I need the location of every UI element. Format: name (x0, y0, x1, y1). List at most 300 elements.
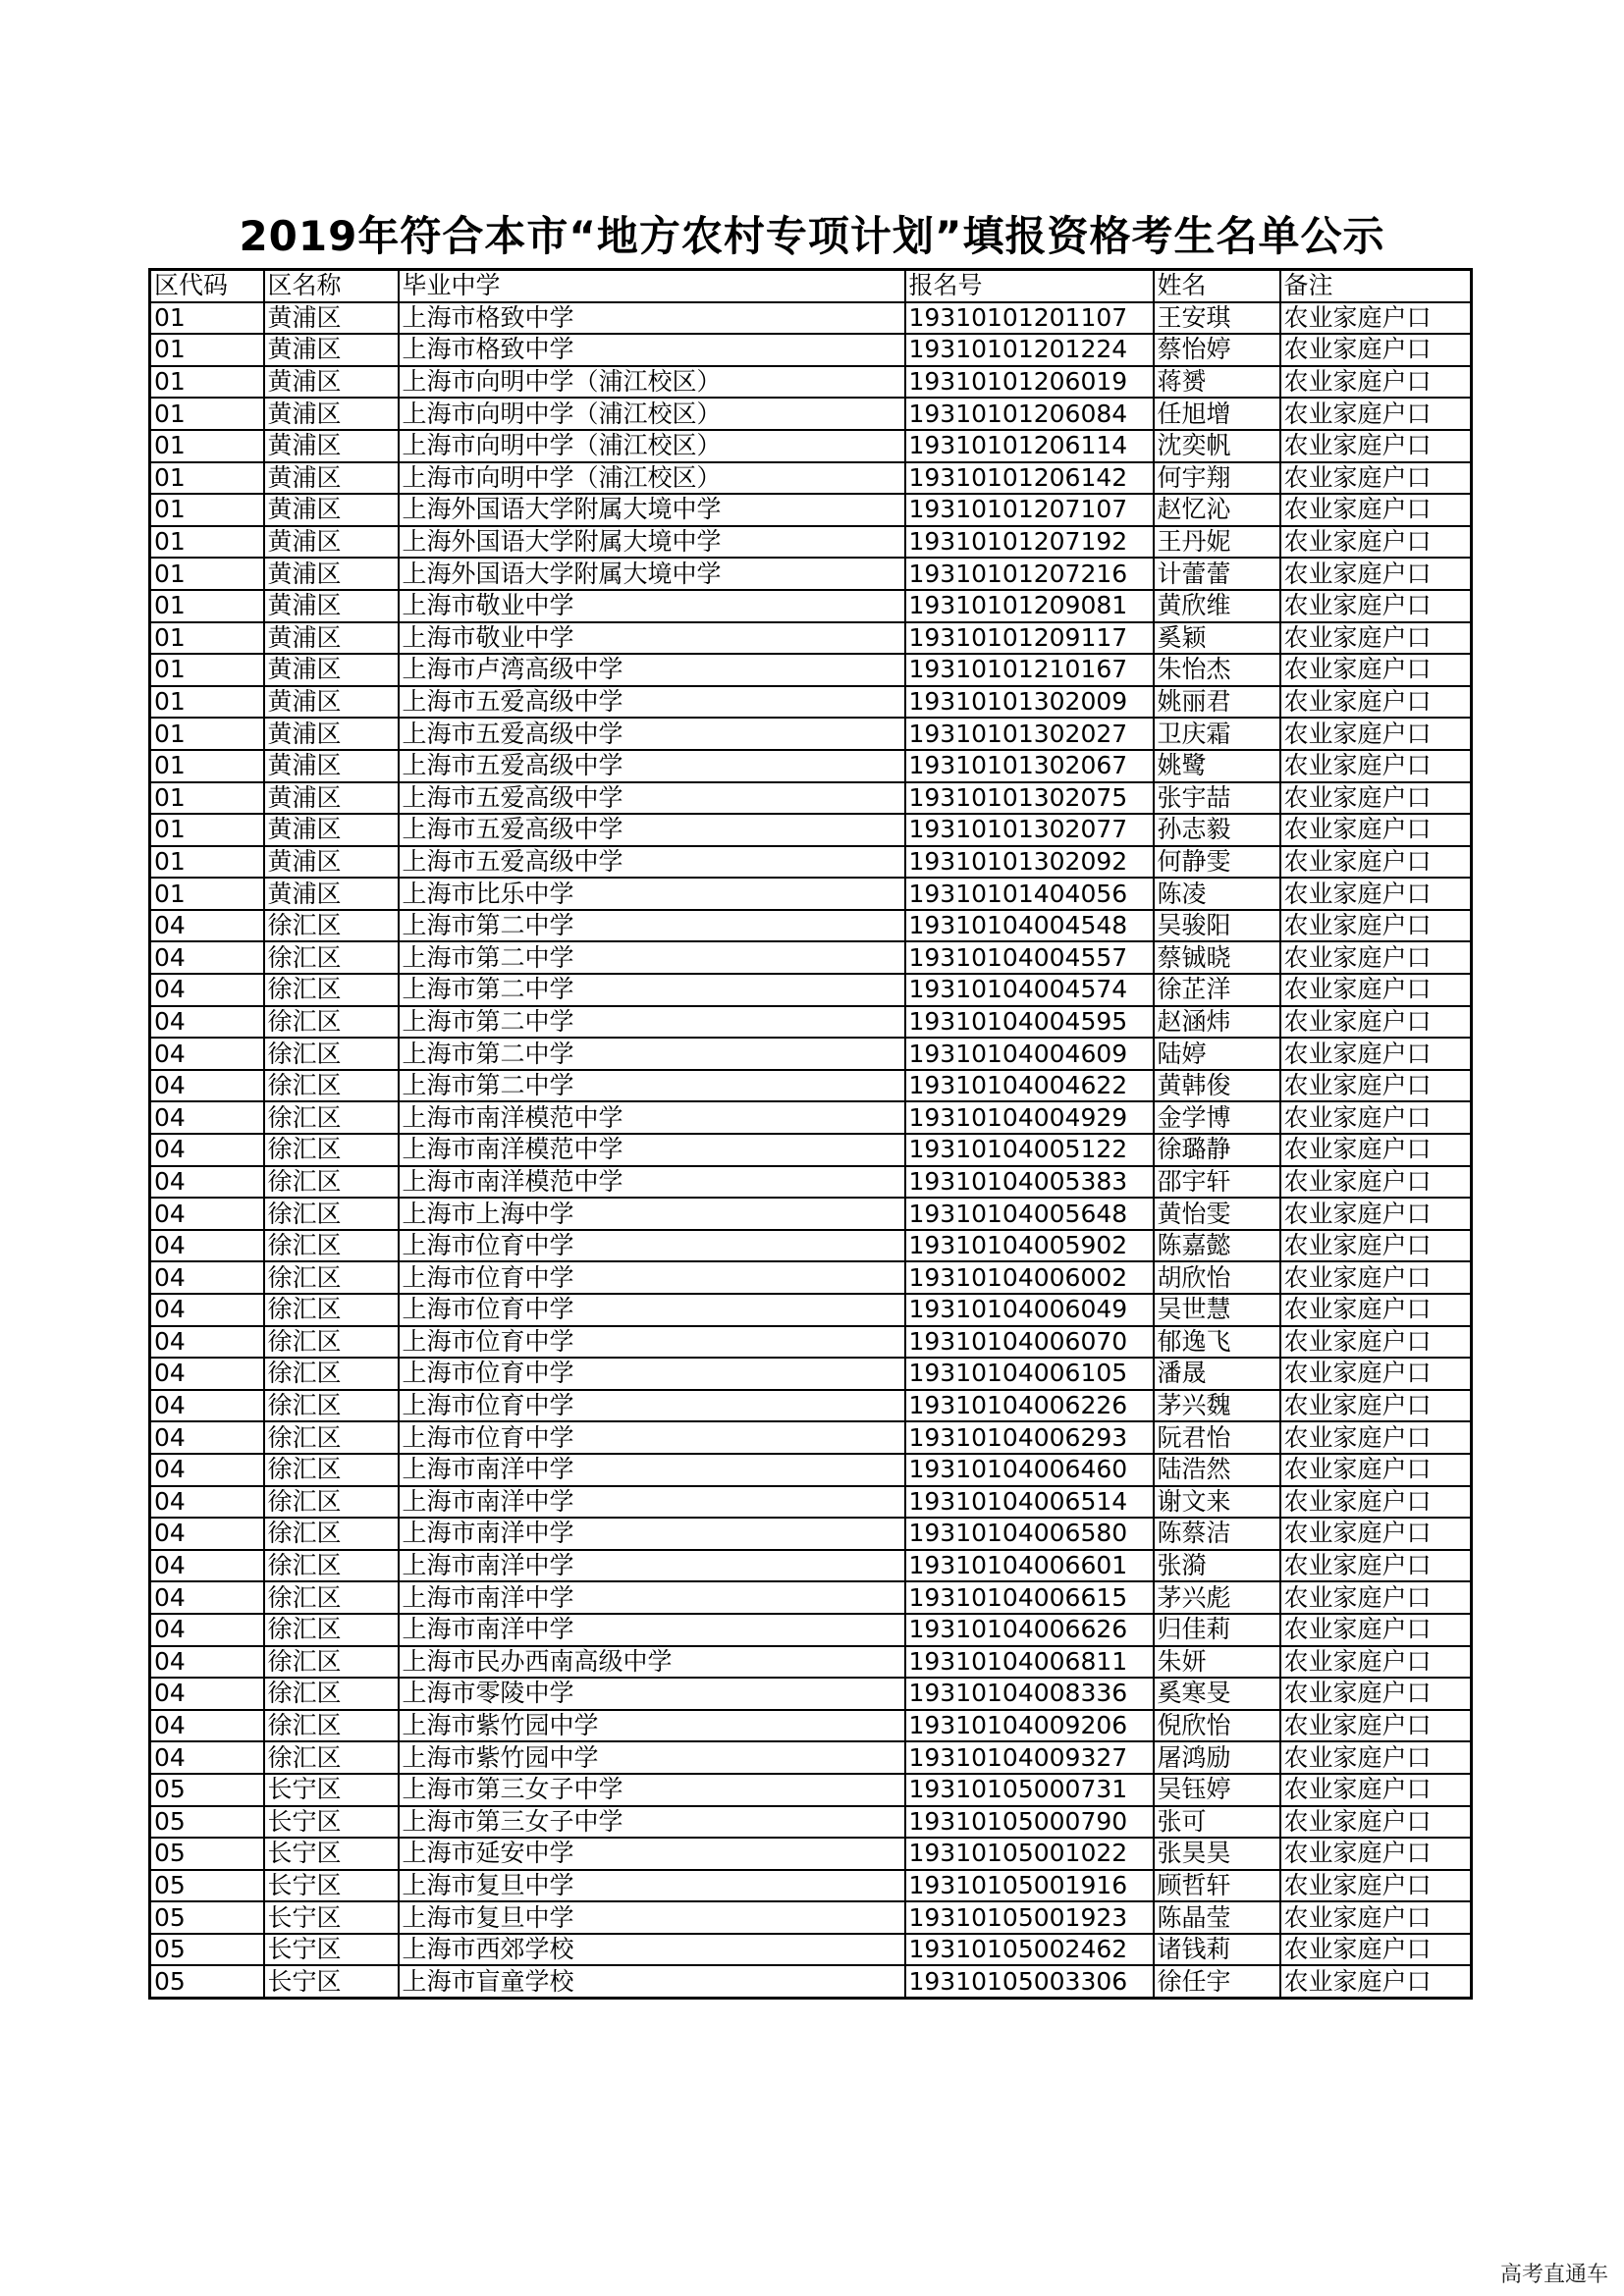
school-cell: 上海市第二中学 (399, 941, 905, 974)
registration-number-cell: 19310105001923 (905, 1901, 1154, 1934)
district-name-cell: 黄浦区 (264, 398, 399, 430)
table-row (150, 462, 1472, 495)
district-name-cell: 黄浦区 (264, 302, 399, 335)
registration-number-cell: 19310105000790 (905, 1806, 1154, 1839)
school-cell: 上海市第二中学 (399, 1038, 905, 1070)
remark-cell: 农业家庭户口 (1280, 1774, 1472, 1806)
district-code-cell: 01 (150, 302, 264, 335)
table-row (150, 1390, 1472, 1422)
registration-number-cell: 19310101302009 (905, 686, 1154, 719)
remark-cell: 农业家庭户口 (1280, 1518, 1472, 1550)
table-row (150, 1550, 1472, 1582)
district-name-cell: 徐汇区 (264, 1678, 399, 1710)
school-cell: 上海市南洋中学 (399, 1454, 905, 1486)
table-row (150, 1741, 1472, 1774)
school-cell: 上海市格致中学 (399, 334, 905, 366)
remark-cell: 农业家庭户口 (1280, 718, 1472, 750)
district-name-cell: 黄浦区 (264, 430, 399, 462)
remark-cell: 农业家庭户口 (1280, 1838, 1472, 1870)
table-row (150, 1261, 1472, 1294)
registration-number-cell: 19310104004595 (905, 1006, 1154, 1039)
name-cell: 徐任宇 (1154, 1965, 1280, 1998)
district-name-cell: 黄浦区 (264, 878, 399, 910)
table-row (150, 878, 1472, 910)
school-cell: 上海外国语大学附属大境中学 (399, 558, 905, 590)
name-cell: 陆婷 (1154, 1038, 1280, 1070)
name-cell: 茅兴彪 (1154, 1581, 1280, 1614)
school-cell: 上海市五爱高级中学 (399, 718, 905, 750)
table-row (150, 494, 1472, 526)
name-cell: 茅兴魏 (1154, 1390, 1280, 1422)
name-cell: 何宇翔 (1154, 462, 1280, 495)
district-name-cell: 徐汇区 (264, 1646, 399, 1679)
name-cell: 郁逸飞 (1154, 1326, 1280, 1359)
remark-cell: 农业家庭户口 (1280, 782, 1472, 815)
name-cell: 张可 (1154, 1806, 1280, 1839)
district-name-cell: 黄浦区 (264, 622, 399, 655)
watermark-text: 高考直通车 (1499, 2263, 1608, 2287)
school-cell: 上海市第三女子中学 (399, 1806, 905, 1839)
remark-cell: 农业家庭户口 (1280, 334, 1472, 366)
table-row (150, 558, 1472, 590)
registration-number-cell: 19310104006601 (905, 1550, 1154, 1582)
table-row (150, 1166, 1472, 1199)
name-cell: 倪欣怡 (1154, 1710, 1280, 1742)
remark-cell: 农业家庭户口 (1280, 1038, 1472, 1070)
name-cell: 吴钰婷 (1154, 1774, 1280, 1806)
table-row (150, 654, 1472, 686)
district-code-cell: 01 (150, 558, 264, 590)
remark-cell: 农业家庭户口 (1280, 1646, 1472, 1679)
remark-cell: 农业家庭户口 (1280, 462, 1472, 495)
name-cell: 陆浩然 (1154, 1454, 1280, 1486)
district-code-cell: 01 (150, 654, 264, 686)
registration-number-cell: 19310104004929 (905, 1101, 1154, 1134)
district-name-cell: 长宁区 (264, 1965, 399, 1998)
name-cell: 蒋赟 (1154, 366, 1280, 399)
remark-cell: 农业家庭户口 (1280, 1261, 1472, 1294)
registration-number-cell: 19310104006811 (905, 1646, 1154, 1679)
table-row (150, 910, 1472, 942)
remark-cell: 农业家庭户口 (1280, 1294, 1472, 1326)
table-row (150, 1070, 1472, 1102)
name-cell: 任旭增 (1154, 398, 1280, 430)
remark-cell: 农业家庭户口 (1280, 590, 1472, 622)
district-name-cell: 黄浦区 (264, 654, 399, 686)
district-code-cell: 05 (150, 1838, 264, 1870)
school-cell: 上海外国语大学附属大境中学 (399, 526, 905, 559)
school-cell: 上海市五爱高级中学 (399, 782, 905, 815)
name-cell: 黄韩俊 (1154, 1070, 1280, 1102)
district-name-cell: 黄浦区 (264, 366, 399, 399)
school-cell: 上海市西郊学校 (399, 1934, 905, 1966)
name-cell: 奚寒旻 (1154, 1678, 1280, 1710)
remark-cell: 农业家庭户口 (1280, 1101, 1472, 1134)
name-cell: 胡欣怡 (1154, 1261, 1280, 1294)
school-cell: 上海市复旦中学 (399, 1870, 905, 1902)
registration-number-cell: 19310101210167 (905, 654, 1154, 686)
district-code-cell: 04 (150, 1678, 264, 1710)
district-code-cell: 04 (150, 1741, 264, 1774)
district-name-cell: 黄浦区 (264, 750, 399, 782)
name-cell: 赵涵炜 (1154, 1006, 1280, 1039)
district-name-cell: 长宁区 (264, 1774, 399, 1806)
remark-cell: 农业家庭户口 (1280, 430, 1472, 462)
table-row (150, 1326, 1472, 1359)
district-code-cell: 01 (150, 462, 264, 495)
registration-number-cell: 19310105001916 (905, 1870, 1154, 1902)
district-name-cell: 徐汇区 (264, 1421, 399, 1454)
registration-number-cell: 19310101207192 (905, 526, 1154, 559)
table-row (150, 1230, 1472, 1262)
remark-cell: 农业家庭户口 (1280, 1614, 1472, 1646)
school-cell: 上海市位育中学 (399, 1421, 905, 1454)
registration-number-cell: 19310105002462 (905, 1934, 1154, 1966)
district-code-cell: 01 (150, 622, 264, 655)
district-code-cell: 04 (150, 1038, 264, 1070)
district-code-cell: 01 (150, 494, 264, 526)
name-cell: 赵忆沁 (1154, 494, 1280, 526)
name-cell: 阮君怡 (1154, 1421, 1280, 1454)
district-name-cell: 徐汇区 (264, 974, 399, 1006)
name-cell: 金学博 (1154, 1101, 1280, 1134)
district-code-cell: 04 (150, 1454, 264, 1486)
header-registration-number: 报名号 (905, 270, 1154, 302)
table-row (150, 1358, 1472, 1390)
district-name-cell: 徐汇区 (264, 1294, 399, 1326)
name-cell: 陈嘉懿 (1154, 1230, 1280, 1262)
district-name-cell: 长宁区 (264, 1806, 399, 1839)
school-cell: 上海市向明中学（浦江校区） (399, 430, 905, 462)
district-name-cell: 徐汇区 (264, 1741, 399, 1774)
district-name-cell: 黄浦区 (264, 558, 399, 590)
remark-cell: 农业家庭户口 (1280, 526, 1472, 559)
school-cell: 上海市向明中学（浦江校区） (399, 366, 905, 399)
district-code-cell: 01 (150, 782, 264, 815)
district-code-cell: 04 (150, 1070, 264, 1102)
name-cell: 吴骏阳 (1154, 910, 1280, 942)
district-name-cell: 徐汇区 (264, 1006, 399, 1039)
registration-number-cell: 19310104006002 (905, 1261, 1154, 1294)
district-name-cell: 徐汇区 (264, 1038, 399, 1070)
table-row (150, 1038, 1472, 1070)
school-cell: 上海市五爱高级中学 (399, 846, 905, 879)
district-name-cell: 徐汇区 (264, 1390, 399, 1422)
table-header-row (150, 270, 1472, 302)
table-row (150, 1614, 1472, 1646)
remark-cell: 农业家庭户口 (1280, 1806, 1472, 1839)
name-cell: 徐璐静 (1154, 1134, 1280, 1166)
table-row (150, 1806, 1472, 1839)
remark-cell: 农业家庭户口 (1280, 558, 1472, 590)
remark-cell: 农业家庭户口 (1280, 750, 1472, 782)
table-row (150, 1678, 1472, 1710)
school-cell: 上海市复旦中学 (399, 1901, 905, 1934)
district-code-cell: 01 (150, 878, 264, 910)
district-code-cell: 04 (150, 1134, 264, 1166)
district-name-cell: 徐汇区 (264, 1486, 399, 1519)
district-name-cell: 徐汇区 (264, 1070, 399, 1102)
district-code-cell: 04 (150, 1518, 264, 1550)
district-code-cell: 05 (150, 1934, 264, 1966)
registration-number-cell: 19310101207216 (905, 558, 1154, 590)
school-cell: 上海市第二中学 (399, 910, 905, 942)
district-name-cell: 长宁区 (264, 1934, 399, 1966)
district-name-cell: 黄浦区 (264, 846, 399, 879)
district-code-cell: 05 (150, 1965, 264, 1998)
remark-cell: 农业家庭户口 (1280, 1166, 1472, 1199)
registration-number-cell: 19310104006514 (905, 1486, 1154, 1519)
district-code-cell: 01 (150, 846, 264, 879)
district-name-cell: 徐汇区 (264, 941, 399, 974)
district-name-cell: 黄浦区 (264, 718, 399, 750)
registration-number-cell: 19310104004574 (905, 974, 1154, 1006)
name-cell: 孙志毅 (1154, 814, 1280, 846)
name-cell: 姚鹭 (1154, 750, 1280, 782)
header-name: 姓名 (1154, 270, 1280, 302)
remark-cell: 农业家庭户口 (1280, 1198, 1472, 1230)
school-cell: 上海市位育中学 (399, 1326, 905, 1359)
district-name-cell: 黄浦区 (264, 334, 399, 366)
remark-cell: 农业家庭户口 (1280, 878, 1472, 910)
table-row (150, 1774, 1472, 1806)
school-cell: 上海市第三女子中学 (399, 1774, 905, 1806)
district-code-cell: 01 (150, 718, 264, 750)
registration-number-cell: 19310104005902 (905, 1230, 1154, 1262)
district-code-cell: 04 (150, 1710, 264, 1742)
school-cell: 上海市盲童学校 (399, 1965, 905, 1998)
district-code-cell: 04 (150, 1421, 264, 1454)
registration-number-cell: 19310104004548 (905, 910, 1154, 942)
name-cell: 邵宇轩 (1154, 1166, 1280, 1199)
remark-cell: 农业家庭户口 (1280, 398, 1472, 430)
table-row (150, 1294, 1472, 1326)
registration-number-cell: 19310101201107 (905, 302, 1154, 335)
district-name-cell: 徐汇区 (264, 1166, 399, 1199)
remark-cell: 农业家庭户口 (1280, 1581, 1472, 1614)
school-cell: 上海市上海中学 (399, 1198, 905, 1230)
table-row (150, 1901, 1472, 1934)
table-row (150, 974, 1472, 1006)
school-cell: 上海市零陵中学 (399, 1678, 905, 1710)
district-code-cell: 04 (150, 910, 264, 942)
table-row (150, 1486, 1472, 1519)
school-cell: 上海外国语大学附属大境中学 (399, 494, 905, 526)
table-row (150, 750, 1472, 782)
remark-cell: 农业家庭户口 (1280, 1901, 1472, 1934)
registration-number-cell: 19310101302067 (905, 750, 1154, 782)
district-name-cell: 长宁区 (264, 1870, 399, 1902)
district-code-cell: 01 (150, 686, 264, 719)
district-code-cell: 04 (150, 1294, 264, 1326)
registration-number-cell: 19310104006460 (905, 1454, 1154, 1486)
remark-cell: 农业家庭户口 (1280, 494, 1472, 526)
district-code-cell: 04 (150, 974, 264, 1006)
header-school: 毕业中学 (399, 270, 905, 302)
remark-cell: 农业家庭户口 (1280, 814, 1472, 846)
remark-cell: 农业家庭户口 (1280, 1230, 1472, 1262)
registration-number-cell: 19310101302075 (905, 782, 1154, 815)
registration-number-cell: 19310104009206 (905, 1710, 1154, 1742)
remark-cell: 农业家庭户口 (1280, 1486, 1472, 1519)
district-name-cell: 徐汇区 (264, 1358, 399, 1390)
remark-cell: 农业家庭户口 (1280, 1870, 1472, 1902)
registration-number-cell: 19310101207107 (905, 494, 1154, 526)
school-cell: 上海市南洋中学 (399, 1518, 905, 1550)
table-row (150, 1934, 1472, 1966)
district-code-cell: 05 (150, 1774, 264, 1806)
school-cell: 上海市格致中学 (399, 302, 905, 335)
name-cell: 陈凌 (1154, 878, 1280, 910)
school-cell: 上海市比乐中学 (399, 878, 905, 910)
name-cell: 归佳莉 (1154, 1614, 1280, 1646)
remark-cell: 农业家庭户口 (1280, 366, 1472, 399)
remark-cell: 农业家庭户口 (1280, 974, 1472, 1006)
table-row (150, 622, 1472, 655)
remark-cell: 农业家庭户口 (1280, 1741, 1472, 1774)
registration-number-cell: 19310104006226 (905, 1390, 1154, 1422)
name-cell: 朱怡杰 (1154, 654, 1280, 686)
school-cell: 上海市第二中学 (399, 1070, 905, 1102)
name-cell: 张宇喆 (1154, 782, 1280, 815)
name-cell: 姚丽君 (1154, 686, 1280, 719)
registration-number-cell: 19310101404056 (905, 878, 1154, 910)
district-name-cell: 徐汇区 (264, 1518, 399, 1550)
district-code-cell: 04 (150, 1166, 264, 1199)
school-cell: 上海市南洋模范中学 (399, 1134, 905, 1166)
registration-number-cell: 19310104004609 (905, 1038, 1154, 1070)
district-name-cell: 徐汇区 (264, 1454, 399, 1486)
school-cell: 上海市第二中学 (399, 1006, 905, 1039)
remark-cell: 农业家庭户口 (1280, 302, 1472, 335)
district-code-cell: 04 (150, 941, 264, 974)
district-name-cell: 徐汇区 (264, 1261, 399, 1294)
name-cell: 诸钱莉 (1154, 1934, 1280, 1966)
table-row (150, 1965, 1472, 1998)
school-cell: 上海市敬业中学 (399, 622, 905, 655)
registration-number-cell: 19310101206019 (905, 366, 1154, 399)
district-code-cell: 01 (150, 334, 264, 366)
district-name-cell: 徐汇区 (264, 1550, 399, 1582)
table-row (150, 1006, 1472, 1039)
school-cell: 上海市位育中学 (399, 1261, 905, 1294)
district-code-cell: 04 (150, 1614, 264, 1646)
table-row (150, 398, 1472, 430)
registration-number-cell: 19310104006615 (905, 1581, 1154, 1614)
district-code-cell: 04 (150, 1101, 264, 1134)
school-cell: 上海市延安中学 (399, 1838, 905, 1870)
name-cell: 张漪 (1154, 1550, 1280, 1582)
registration-number-cell: 19310101209117 (905, 622, 1154, 655)
remark-cell: 农业家庭户口 (1280, 1006, 1472, 1039)
remark-cell: 农业家庭户口 (1280, 1678, 1472, 1710)
remark-cell: 农业家庭户口 (1280, 1070, 1472, 1102)
district-name-cell: 徐汇区 (264, 1710, 399, 1742)
registration-number-cell: 19310101206114 (905, 430, 1154, 462)
name-cell: 王安琪 (1154, 302, 1280, 335)
school-cell: 上海市紫竹园中学 (399, 1741, 905, 1774)
district-name-cell: 徐汇区 (264, 910, 399, 942)
district-code-cell: 01 (150, 814, 264, 846)
school-cell: 上海市民办西南高级中学 (399, 1646, 905, 1679)
name-cell: 潘晟 (1154, 1358, 1280, 1390)
school-cell: 上海市五爱高级中学 (399, 814, 905, 846)
school-cell: 上海市南洋中学 (399, 1550, 905, 1582)
name-cell: 黄欣维 (1154, 590, 1280, 622)
school-cell: 上海市南洋模范中学 (399, 1101, 905, 1134)
registration-number-cell: 19310104006070 (905, 1326, 1154, 1359)
school-cell: 上海市南洋中学 (399, 1486, 905, 1519)
district-code-cell: 05 (150, 1901, 264, 1934)
page-title: 2019年符合本市“地方农村专项计划”填报资格考生名单公示 (239, 212, 1385, 260)
registration-number-cell: 19310104006049 (905, 1294, 1154, 1326)
district-name-cell: 徐汇区 (264, 1230, 399, 1262)
school-cell: 上海市五爱高级中学 (399, 686, 905, 719)
table-row (150, 782, 1472, 815)
table-row (150, 366, 1472, 399)
district-name-cell: 黄浦区 (264, 526, 399, 559)
district-code-cell: 04 (150, 1006, 264, 1039)
registration-number-cell: 19310104009327 (905, 1741, 1154, 1774)
district-code-cell: 04 (150, 1261, 264, 1294)
registration-number-cell: 19310105000731 (905, 1774, 1154, 1806)
table-row (150, 590, 1472, 622)
district-code-cell: 05 (150, 1870, 264, 1902)
district-code-cell: 04 (150, 1486, 264, 1519)
name-cell: 陈晶莹 (1154, 1901, 1280, 1934)
name-cell: 陈蔡洁 (1154, 1518, 1280, 1550)
table-row (150, 941, 1472, 974)
registration-number-cell: 19310104006105 (905, 1358, 1154, 1390)
name-cell: 徐芷洋 (1154, 974, 1280, 1006)
district-code-cell: 01 (150, 590, 264, 622)
table-row (150, 1101, 1472, 1134)
remark-cell: 农业家庭户口 (1280, 654, 1472, 686)
table-row (150, 334, 1472, 366)
school-cell: 上海市第二中学 (399, 974, 905, 1006)
district-name-cell: 长宁区 (264, 1838, 399, 1870)
registration-number-cell: 19310104008336 (905, 1678, 1154, 1710)
table-row (150, 1838, 1472, 1870)
remark-cell: 农业家庭户口 (1280, 1358, 1472, 1390)
district-code-cell: 04 (150, 1230, 264, 1262)
registration-number-cell: 19310101206084 (905, 398, 1154, 430)
district-name-cell: 黄浦区 (264, 814, 399, 846)
district-code-cell: 01 (150, 430, 264, 462)
remark-cell: 农业家庭户口 (1280, 1934, 1472, 1966)
district-code-cell: 04 (150, 1646, 264, 1679)
district-name-cell: 徐汇区 (264, 1614, 399, 1646)
name-cell: 奚颖 (1154, 622, 1280, 655)
district-name-cell: 徐汇区 (264, 1326, 399, 1359)
header-district-name: 区名称 (264, 270, 399, 302)
table-row (150, 430, 1472, 462)
table-row (150, 302, 1472, 335)
school-cell: 上海市南洋中学 (399, 1581, 905, 1614)
table-row (150, 1421, 1472, 1454)
district-name-cell: 徐汇区 (264, 1134, 399, 1166)
table-row (150, 1581, 1472, 1614)
registration-number-cell: 19310104006580 (905, 1518, 1154, 1550)
table-row (150, 1454, 1472, 1486)
school-cell: 上海市位育中学 (399, 1358, 905, 1390)
district-code-cell: 04 (150, 1550, 264, 1582)
school-cell: 上海市位育中学 (399, 1230, 905, 1262)
district-code-cell: 01 (150, 750, 264, 782)
district-name-cell: 长宁区 (264, 1901, 399, 1934)
table-row (150, 686, 1472, 719)
district-code-cell: 04 (150, 1326, 264, 1359)
